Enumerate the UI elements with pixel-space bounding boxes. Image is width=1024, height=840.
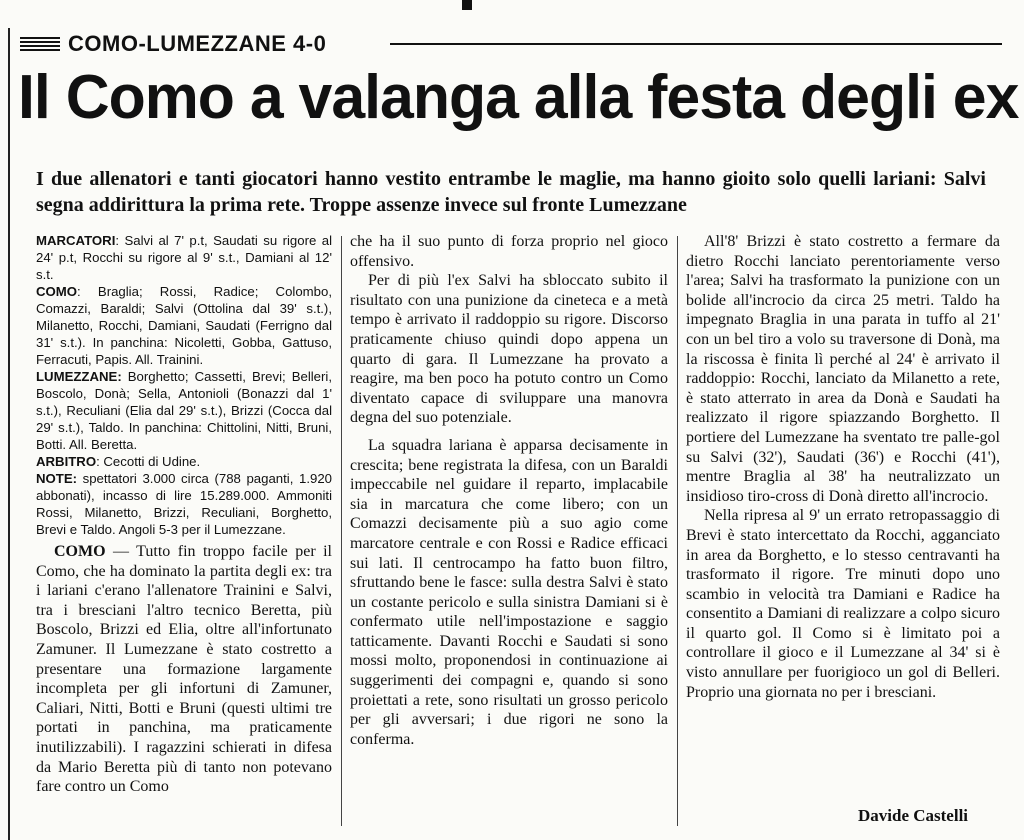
article-paragraph-5: Nella ripresa al 9' un errato retropassaggio di Brevi è stato intercettato da Rocchi, agganciato in area da Borghetto, e lo stesso centravanti ha trasformato il rigore. Tre minuti dopo uno scambio in velocità tra Damiani e Radice ha consentito a Damiani di realizzare a colpo sicuro il quarto gol. Il Como si è limitato poi a controllare il gioco e il Lumezzane al 34' si è visto annullare per fuorigioco un gol di Belleri. Proprio una giornata no per i bresciani. bbox=[686, 507, 1000, 701]
note-line bbox=[36, 470, 332, 538]
arbitro-text: : Cecotti di Udine. bbox=[96, 454, 201, 469]
arbitro-label: ARBITRO bbox=[36, 454, 97, 469]
headline: Il Como a valanga alla festa degli ex bbox=[18, 63, 1019, 132]
byline: Davide Castelli bbox=[858, 806, 969, 825]
article-paragraph-1 bbox=[36, 542, 332, 797]
como-text: : Braglia; Rossi, Radice; Colombo, Comazzi, Baraldi; Salvi (Ottolina dal 39' s.t.), Milanetto, Rocchi, Damiani, Saudati (Ferrigno dal 31' s.t.). In panchina: Nicoletti, Gobba, Gattuso, Ferracuti, Papis. All. Trainini. bbox=[36, 284, 332, 367]
arbitro-line bbox=[36, 453, 332, 470]
article-paragraph-3: La squadra lariana è apparsa decisamente in crescita; bene registrata la difesa, con un Baraldi impeccabile nel guidare il reparto, implacabile sia in marcatura che come libero; con un Comazzi decisamente più a suo agio come marcatore centrale e con Rossi e Radice efficaci sui lati. Il centrocampo ha fatto buon filtro, sfruttando bene le fasce: sulla destra Salvi è stato un costante pericolo e sulla sinistra Damiani si è confermato utile nell'impostazione e saggio tatticamente. Davanti Rocchi e Saudati si sono mossi molto, proponendosi in continuazione ai suggerimenti dei compagni e, quando si sono proiettati a rete, sono risultati un grosso pericolo per gli avversari; i due rigori ne sono la conferma. bbox=[350, 436, 668, 748]
como-label: COMO bbox=[36, 284, 78, 299]
note-label: NOTE: bbox=[36, 471, 78, 486]
subheadline: I due allenatori e tanti giocatori hanno vestito entrambe le maglie, ma hanno gioito solo quelli lariani: Salvi segna addirittura la prima rete. Troppe assenze invece sul fronte Lumezzane bbox=[36, 168, 986, 216]
column-divider-2 bbox=[677, 236, 678, 826]
marcatori-text: : Salvi al 7' p.t, Saudati su rigore al 24' p.t, Rocchi su rigore al 9' s.t., Damiani al 12' s.t. bbox=[36, 233, 332, 282]
kicker-bars-icon bbox=[20, 37, 60, 51]
article-paragraph-4: All'8' Brizzi è stato costretto a fermare da dietro Rocchi lanciato perentoriamente verso l'area; Salvi ha trasformato la punizione con un bolide all'incrocio da circa 25 metri. Taldo ha impegnato Braglia in una parata in tuffo al 21' con un bel tiro a volo su traversone di Donà, ma la riscossa è finita lì perché al 24' è arrivato il raddoppio: Rocchi, lanciato da Milanetto a rete, è stato atterrato in area da Donà e Saudati ha realizzato il rigore spiazzando Borghetto. Il portiere del Lumezzane ha sventato tre palle-gol su Salvi (32'), Saudati (36') e Rocchi (41'), mentre Braglia al 38' ha neutralizzato un insidioso tiro-cross di Donà diretto all'incrocio. bbox=[686, 233, 1000, 505]
column-1 bbox=[36, 232, 332, 797]
column-2 bbox=[350, 232, 668, 749]
lumezzane-text: Borghetto; Cassetti, Brevi; Belleri, Boscolo, Donà; Sella, Antonioli (Bonazzi dal 1' s.t.), Reculiani (Elia dal 29' s.t.), Brizzi (Cocca dal 29' s.t.), Taldo. In panchina: Chittolini, Nitti, Bruni, Botti. All. Beretta. bbox=[36, 369, 332, 452]
kicker-rule bbox=[390, 43, 1002, 45]
left-column-rule bbox=[8, 28, 10, 840]
column-divider-1 bbox=[341, 236, 342, 826]
top-edge-mark bbox=[462, 0, 472, 10]
match-info-box bbox=[36, 232, 332, 538]
como-lineup bbox=[36, 283, 332, 368]
lumezzane-label: LUMEZZANE: bbox=[36, 369, 122, 384]
marcatori-label: MARCATORI bbox=[36, 233, 116, 248]
paragraph-1-continued: che ha il suo punto di forza proprio nel gioco offensivo. bbox=[350, 233, 668, 270]
kicker bbox=[20, 30, 326, 58]
dateline: COMO bbox=[54, 543, 106, 560]
article-paragraph-2: Per di più l'ex Salvi ha sbloccato subito il risultato con una punizione da cineteca e a metà tempo è arrivato il raddoppio su rigore. Discorso praticamente chiuso quindi dopo appena un quarto di gara. Il Lumezzane ha provato a reagire, ma ben poco ha potuto contro un Como diventato capace di sviluppare una manovra degna del suo potenziale. bbox=[350, 272, 668, 427]
note-text: spettatori 3.000 circa (788 paganti, 1.920 abbonati), incasso di lire 15.289.000. Ammoniti Rossi, Milanetto, Brizzi, Reculiani, Borghetto, Brevi e Taldo. Angoli 5-3 per il Lumezzane. bbox=[36, 471, 332, 537]
column-3 bbox=[686, 232, 1000, 702]
kicker-text: COMO-LUMEZZANE 4-0 bbox=[68, 31, 327, 56]
marcatori-line bbox=[36, 232, 332, 283]
paragraph-1-text: — Tutto fin troppo facile per il Como, che ha dominato la partita degli ex: tra i lariani c'erano l'allenatore Trainini e Salvi, tra i bresciani l'altro tecnico Beretta, più Boscolo, Brizzi ed Elia, oltre all'infortunato Zamuner. Il Lumezzane è stato costretto a presentare una formazione largamente incompleta per gli infortuni di Zamuner, Caliari, Nitti, Botti e Bruni (questi ultimi tre portati in panchina, ma praticamente inutilizzabili). I ragazzini schierati in difesa da Mario Beretta più di tanto non potevano fare contro un Como bbox=[36, 543, 332, 796]
lumezzane-lineup bbox=[36, 368, 332, 453]
